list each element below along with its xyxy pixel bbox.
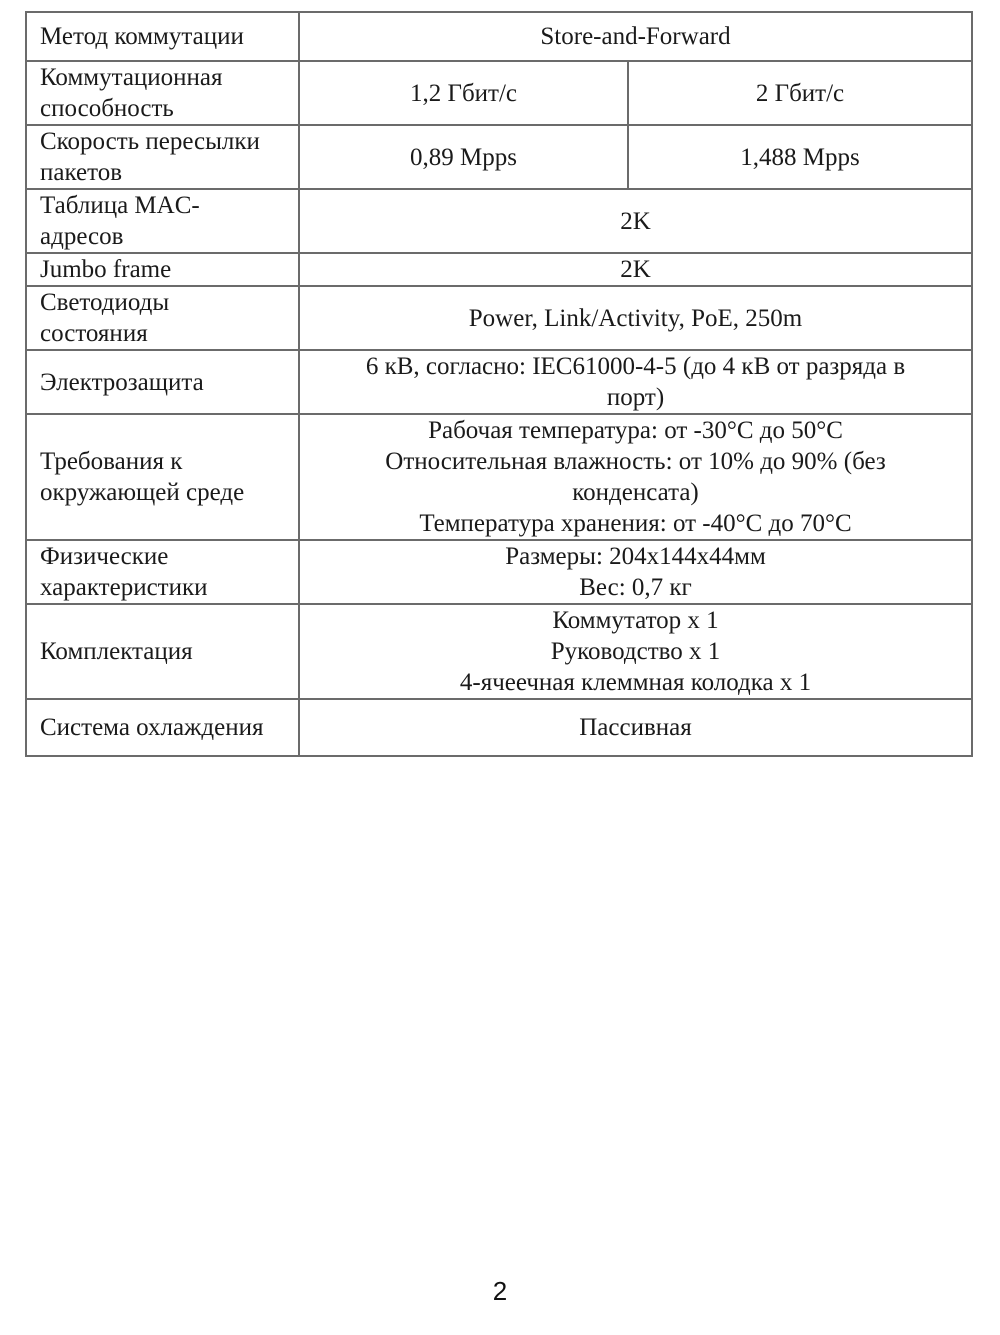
table-row	[26, 414, 972, 540]
row-label-surge-protection: Электрозащита	[26, 350, 299, 414]
row-value-jumbo-frame: 2K	[299, 253, 972, 286]
row-value-forwarding-rate-b: 1,488 Mpps	[628, 125, 972, 189]
row-label-physical: Физические характеристики	[26, 540, 299, 604]
row-value-switching-method: Store-and-Forward	[299, 12, 972, 61]
table-row	[26, 350, 972, 414]
row-value-surge-protection: 6 кВ, согласно: IEC61000-4-5 (до 4 кВ от разряда в порт)	[299, 350, 972, 414]
table-row	[26, 286, 972, 350]
row-label-jumbo-frame: Jumbo frame	[26, 253, 299, 286]
table-row	[26, 699, 972, 756]
row-label-package: Комплектация	[26, 604, 299, 699]
row-value-forwarding-rate-a: 0,89 Mpps	[299, 125, 628, 189]
row-value-environment: Рабочая температура: от -30°C до 50°C Относительная влажность: от 10% до 90% (без конденсата) Температура хранения: от -40°C до 70°C	[299, 414, 972, 540]
row-value-mac-table: 2K	[299, 189, 972, 253]
table-row	[26, 12, 972, 61]
page-number: 2	[492, 1276, 508, 1306]
table-row	[26, 189, 972, 253]
row-value-status-leds: Power, Link/Activity, PoE, 250m	[299, 286, 972, 350]
row-value-switching-capacity-a: 1,2 Гбит/с	[299, 61, 628, 125]
table-row	[26, 61, 972, 125]
table-row	[26, 253, 972, 286]
row-label-switching-capacity: Коммутационная способность	[26, 61, 299, 125]
row-label-switching-method: Метод коммутации	[26, 12, 299, 61]
row-label-cooling: Система охлаждения	[26, 699, 299, 756]
row-label-mac-table: Таблица MAC- адресов	[26, 189, 299, 253]
table-row	[26, 604, 972, 699]
row-label-environment: Требования к окружающей среде	[26, 414, 299, 540]
row-label-forwarding-rate: Скорость пересылки пакетов	[26, 125, 299, 189]
row-value-package: Коммутатор x 1 Руководство x 1 4-ячеечная клеммная колодка x 1	[299, 604, 972, 699]
table-row	[26, 125, 972, 189]
row-label-status-leds: Светодиоды состояния	[26, 286, 299, 350]
table-row	[26, 540, 972, 604]
row-value-physical: Размеры: 204х144х44мм Вес: 0,7 кг	[299, 540, 972, 604]
row-value-cooling: Пассивная	[299, 699, 972, 756]
spec-table	[25, 11, 973, 757]
row-value-switching-capacity-b: 2 Гбит/с	[628, 61, 972, 125]
